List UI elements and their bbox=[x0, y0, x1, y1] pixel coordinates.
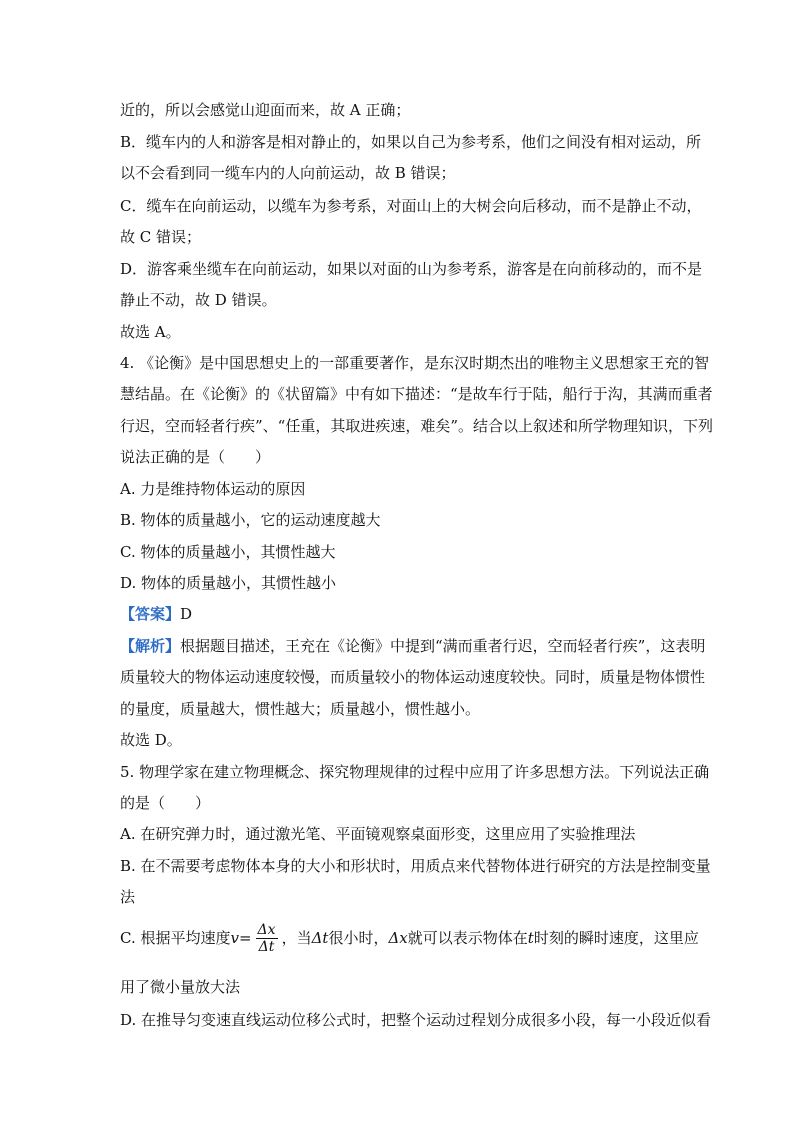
question-4-stem: 说法正确的是（ ） bbox=[120, 448, 271, 466]
option-b-cont: 法 bbox=[120, 888, 136, 906]
option-b: B. 物体的质量越小，它的运动速度越大 bbox=[120, 511, 381, 529]
option-c-text: ，当 bbox=[281, 929, 312, 947]
explanation-text: 的量度，质量越大，惯性越大；质量越小，惯性越小。 bbox=[120, 700, 481, 718]
option-c-text: 时刻的瞬时速度，这里应 bbox=[533, 929, 699, 947]
text-line: 近的，所以会感觉山迎面而来，故 A 正确； bbox=[120, 101, 411, 119]
text-line: 故 C 错误； bbox=[120, 228, 202, 246]
option-d: D. 在推导匀变速直线运动位移公式时，把整个运动过程划分成很多小段，每一小段近似看 bbox=[120, 1011, 712, 1029]
answer-line bbox=[120, 604, 680, 624]
explanation-tag: 【解析】 bbox=[120, 637, 181, 655]
option-a: A. 力是维持物体运动的原因 bbox=[120, 480, 306, 498]
option-c-text: C. 根据平均速度 bbox=[120, 929, 231, 947]
text-line: 静止不动，故 D 错误。 bbox=[120, 291, 277, 309]
t-symbol: t bbox=[527, 929, 534, 947]
option-c-text: 就可以表示物体在 bbox=[407, 929, 528, 947]
text-line: 故选 A。 bbox=[120, 323, 181, 341]
fraction-denominator: Δt bbox=[258, 938, 275, 955]
option-c: C. 物体的质量越小，其惯性越大 bbox=[120, 543, 336, 561]
option-c-cont: 用了微小量放大法 bbox=[120, 978, 241, 996]
fraction bbox=[256, 922, 278, 955]
question-5-stem: 的是（ ） bbox=[120, 794, 211, 812]
explanation-text: 质量较大的物体运动速度较慢，而质量较小的物体运动速度较快。同时，质量是物体惯性 bbox=[120, 668, 706, 686]
question-5-stem: 5. 物理学家在建立物理概念、探究物理规律的过程中应用了许多思想方法。下列说法正确 bbox=[120, 763, 710, 781]
option-c-text: 很小时， bbox=[328, 929, 389, 947]
text-line: C．缆车在向前运动，以缆车为参考系，对面山上的大树会向后移动，而不是静止不动， bbox=[120, 197, 702, 215]
question-4-stem: 慧结晶。在《论衡》的《状留篇》中有如下描述：“是故车行于陆，船行于沟，其满而重者 bbox=[120, 385, 713, 403]
explanation-line bbox=[120, 636, 706, 656]
velocity-symbol: v bbox=[230, 929, 239, 947]
option-b: B. 在不需要考虑物体本身的大小和形状时，用质点来代替物体进行研究的方法是控制变量 bbox=[120, 857, 711, 875]
option-a: A. 在研究弹力时，通过激光笔、平面镜观察桌面形变，这里应用了实验推理法 bbox=[120, 825, 636, 843]
question-4-stem: 行迟，空而轻者行疾”、“任重，其取进疾速，难矣”。结合以上叙述和所学物理知识，下列 bbox=[120, 417, 714, 435]
text-line: D．游客乘坐缆车在向前运动，如果以对面的山为参考系，游客是在向前移动的，而不是 bbox=[120, 260, 703, 278]
option-d: D. 物体的质量越小，其惯性越小 bbox=[120, 574, 337, 592]
text-line: B．缆车内的人和游客是相对静止的，如果以自己为参考系，他们之间没有相对运动，所 bbox=[120, 133, 702, 151]
option-c bbox=[120, 918, 699, 958]
fraction-numerator: Δx bbox=[257, 921, 276, 938]
explanation-text: 根据题目描述，王充在《论衡》中提到“满而重者行迟，空而轻者行疾”，这表明 bbox=[180, 637, 706, 655]
question-4-stem: 4. 《论衡》是中国思想史上的一部重要著作，是东汉时期杰出的唯物主义思想家王充的智 bbox=[120, 354, 710, 372]
delta-x-symbol: Δx bbox=[388, 929, 408, 947]
answer-value: D bbox=[180, 605, 193, 623]
equals-sign: = bbox=[238, 929, 252, 947]
delta-t-symbol: Δt bbox=[311, 929, 329, 947]
answer-tag: 【答案】 bbox=[120, 605, 181, 623]
text-line: 以不会看到同一缆车内的人向前运动，故 B 错误； bbox=[120, 164, 456, 182]
explanation-text: 故选 D。 bbox=[120, 731, 182, 749]
